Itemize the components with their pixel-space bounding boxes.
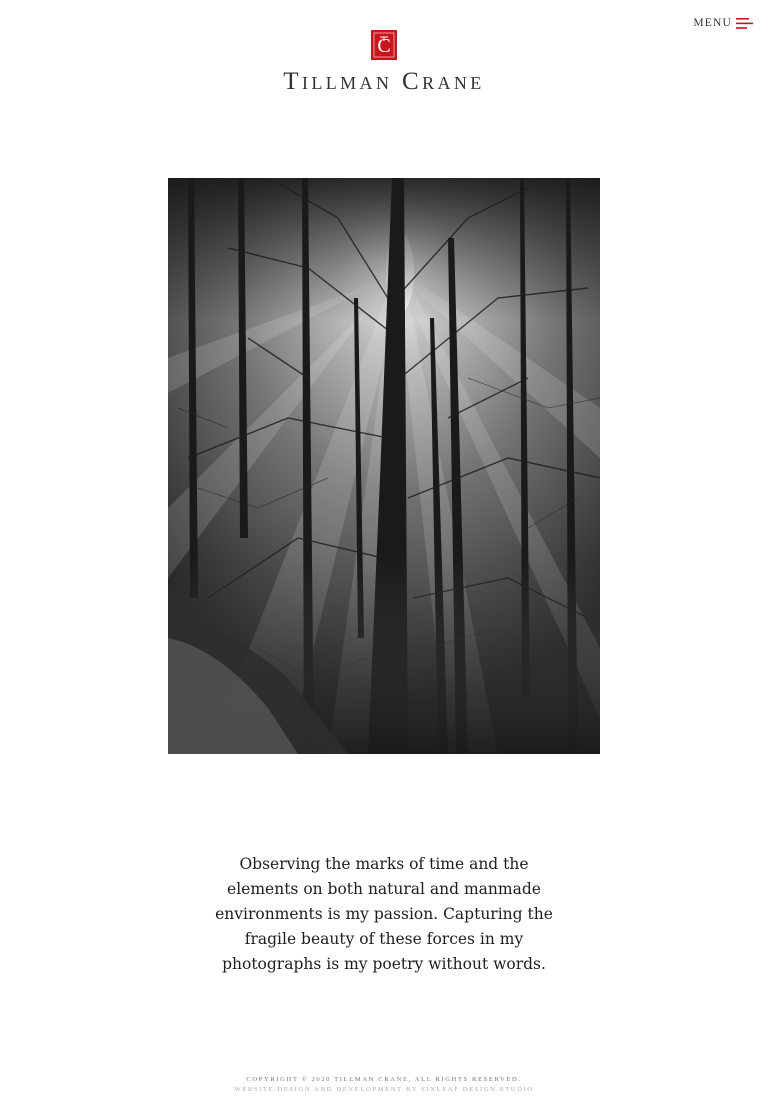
menu-label: MENU [693, 17, 732, 29]
design-credit-link[interactable]: WEBSITE DESIGN AND DEVELOPMENT BY SIXLEAF DESIGN STUDIO [234, 1086, 534, 1093]
copyright-text: COPYRIGHT © 2020 TILLMAN CRANE, ALL RIGHTS RESERVED. [246, 1076, 522, 1083]
hamburger-menu-icon [736, 18, 753, 29]
logo-link[interactable] [371, 30, 397, 60]
tc-monogram-logo-icon [371, 30, 397, 60]
artist-statement: Observing the marks of time and the elements on both natural and manmade environments is my passion. Capturing the fragile beauty of these forces in my photographs is my poetry without words. [215, 855, 553, 973]
forest-photo-image [168, 178, 600, 754]
site-title[interactable]: Tillman Crane [283, 68, 485, 95]
footer [0, 1075, 768, 1095]
featured-photo [168, 178, 600, 754]
logo-letter: C [377, 35, 391, 57]
menu-button[interactable] [693, 17, 753, 29]
